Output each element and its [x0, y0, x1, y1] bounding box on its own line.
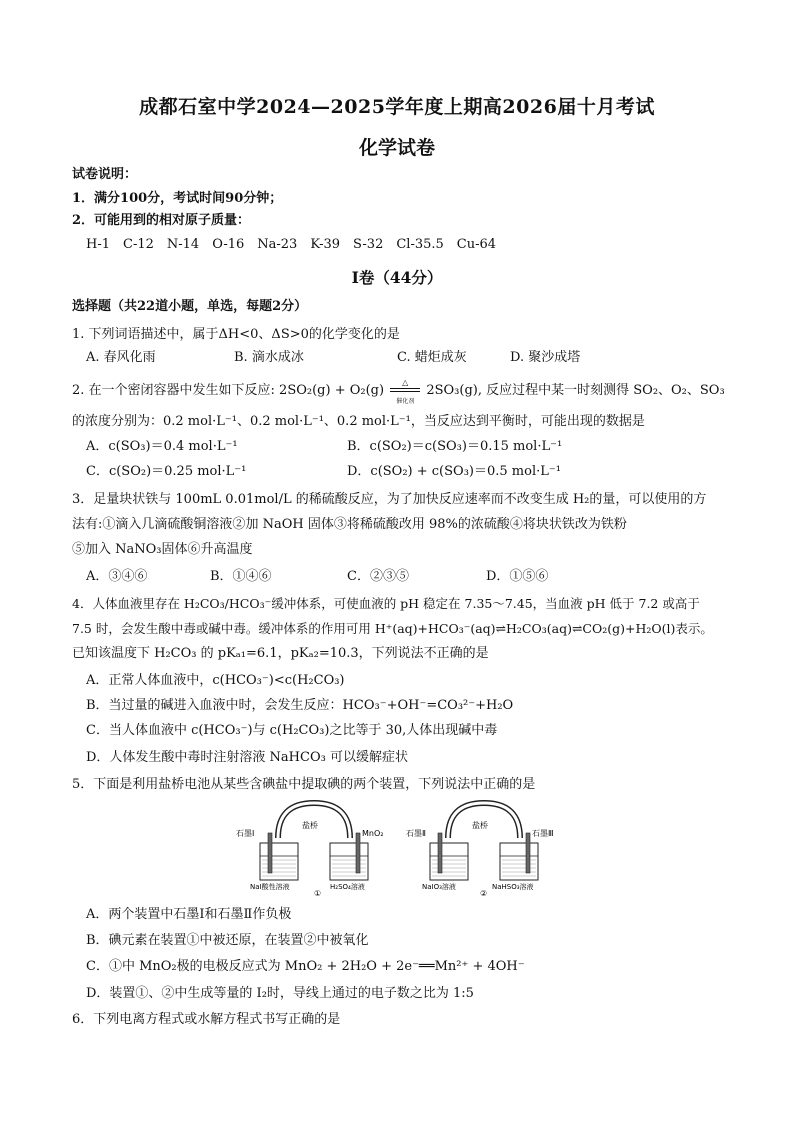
q3-option-d: D．①⑤⑥: [486, 569, 549, 584]
section-title: Ⅰ卷（44分）: [351, 268, 443, 287]
salt-bridge-cells-diagram: [234, 798, 564, 896]
label-graphite-3: 石墨Ⅲ: [532, 829, 554, 838]
beaker-2-left: [430, 843, 468, 880]
q2-stem-post: 2SO₃(g), 反应过程中某一时刻测得 SO₂、O₂、SO₃: [426, 383, 725, 398]
q3-stem-line1: 3．足量块状铁与 100mL 0.01mol/L 的稀硫酸反应，为了加快反应速率而不改变生成 H₂的量，可以使用的方: [72, 492, 707, 507]
beaker-1-right: [330, 843, 368, 880]
q5-option-a: A．两个装置中石墨Ⅰ和石墨Ⅱ作负极: [86, 907, 292, 922]
q2-option-c: C．c(SO₂)＝0.25 mol·L⁻¹: [86, 464, 247, 479]
choice-heading: 选择题（共22道小题，单选，每题2分）: [72, 299, 308, 314]
q1-option-d: D. 聚沙成塔: [510, 350, 581, 365]
device-1-number: ①: [314, 889, 322, 896]
q5-stem: 5．下面是利用盐桥电池从某些含碘盐中提取碘的两个装置，下列说法中正确的是: [72, 777, 536, 792]
q5-option-b: B．碘元素在装置①中被还原，在装置②中被氧化: [86, 933, 369, 948]
label-h2so4-solution: H₂SO₄溶液: [330, 883, 365, 891]
exam-title: 成都石室中学2024—2025学年度上期高2026届十月考试: [139, 96, 655, 118]
q1-option-b: B. 滴水成冰: [234, 350, 304, 365]
q1-option-c: C. 蜡炬成灰: [397, 350, 467, 365]
q4-option-a: A．正常人体血液中，c(HCO₃⁻)<c(H₂CO₃): [86, 673, 345, 688]
q4-stem-line2: 7.5 时，会发生酸中毒或碱中毒。缓冲体系的作用可用 H⁺(aq)+HCO₃⁻(aq)⇌H₂CO₃(aq)⇌CO₂(g)+H₂O(l)表示。: [72, 621, 713, 636]
q5-option-c: C．①中 MnO₂极的电极反应式为 MnO₂ + 2H₂O + 2e⁻══Mn²⁺ + 4OH⁻: [86, 959, 525, 974]
electrode-graphite-2: [438, 833, 442, 873]
beaker-1-left: [260, 843, 298, 880]
q4-option-c: C．当人体血液中 c(HCO₃⁻)与 c(H₂CO₃)之比等于 30,人体出现碱中毒: [86, 723, 498, 738]
q3-option-c: C．②③⑤: [347, 569, 409, 584]
label-nai-solution: NaI酸性溶液: [250, 883, 290, 891]
q4-option-d: D．人体发生酸中毒时注射溶液 NaHCO₃ 可以缓解症状: [86, 750, 408, 765]
q4-stem-line3: 已知该温度下 H₂CO₃ 的 pKₐ₁=6.1，pKₐ₂=10.3，下列说法不正确的是: [72, 646, 489, 661]
method-2-marker: ②: [232, 517, 246, 532]
q2-option-a: A．c(SO₃)＝0.4 mol·L⁻¹: [86, 439, 238, 454]
label-salt-bridge-1: 盐桥: [302, 821, 318, 830]
q3-stem-line3: ⑤加入 NaNO₃固体⑥升高温度: [72, 542, 253, 557]
q2-stem-line1: [72, 378, 725, 405]
q1-stem: 1. 下列词语描述中，属于ΔH<0、ΔS>0的化学变化的是: [72, 327, 400, 342]
method-3-marker: ③: [333, 517, 347, 532]
catalyst-label: 催化剂: [396, 398, 415, 405]
electrode-mno2: [356, 833, 360, 873]
electrode-graphite-3: [526, 833, 530, 873]
label-naio3-solution: NaIO₃溶液: [422, 883, 456, 891]
method-4-marker: ④: [509, 517, 523, 532]
label-graphite-1: 石墨Ⅰ: [236, 829, 255, 838]
q6-stem: 6．下列电离方程式或水解方程式书写正确的是: [72, 1012, 341, 1027]
label-nahso3-solution: NaHSO₃溶液: [492, 883, 534, 891]
atomic-masses: H-1 C-12 N-14 O-16 Na-23 K-39 S-32 Cl-35.5 Cu-64: [86, 237, 497, 252]
q3-stem-line2: 法有:①滴入几滴硫酸铜溶液②加 NaOH 固体③将稀硫酸改用 98%的浓硫酸④将块状铁改为铁粉: [72, 517, 627, 532]
q2-stem-pre: 2. 在一个密闭容器中发生如下反应: 2SO₂(g) + O₂(g): [72, 383, 385, 398]
beaker-2-right: [500, 843, 538, 880]
label-mno2: MnO₂: [362, 829, 384, 838]
q4-stem-line1: 4．人体血液里存在 H₂CO₃/HCO₃⁻缓冲体系，可使血液的 pH 稳定在 7.35～7.45，当血液 pH 低于 7.2 或高于: [72, 596, 700, 611]
instruction-item-1: 1．满分100分，考试时间90分钟；: [72, 191, 283, 206]
q3-option-a: A．③④⑥: [86, 569, 148, 584]
instruction-item-2: 2．可能用到的相对原子质量：: [72, 213, 251, 228]
electrode-graphite-1: [268, 833, 272, 873]
reversible-arrow: [388, 378, 422, 405]
method-6-marker: ⑥: [187, 542, 201, 557]
heat-symbol: △: [402, 378, 409, 387]
exam-subject: 化学试卷: [358, 137, 435, 159]
q2-option-b: B．c(SO₂)＝c(SO₃)＝0.15 mol·L⁻¹: [347, 439, 563, 454]
method-1-marker: ①: [102, 517, 116, 532]
label-graphite-2: 石墨Ⅱ: [406, 829, 426, 838]
label-salt-bridge-2: 盐桥: [472, 821, 488, 830]
q2-option-d: D．c(SO₂) + c(SO₃)＝0.5 mol·L⁻¹: [347, 464, 561, 479]
instructions-heading: 试卷说明：: [72, 167, 138, 182]
q5-option-d: D．装置①、②中生成等量的 I₂时，导线上通过的电子数之比为 1:5: [86, 986, 474, 1001]
method-5-marker: ⑤: [72, 542, 86, 557]
q3-option-b: B．①④⑥: [210, 569, 272, 584]
q4-option-b: B．当过量的碱进入血液中时，会发生反应：HCO₃⁻+OH⁻=CO₃²⁻+H₂O: [86, 698, 514, 713]
q1-option-a: A. 春风化雨: [86, 350, 156, 365]
device-2: [406, 803, 554, 896]
q2-stem-line2: 的浓度分别为：0.2 mol·L⁻¹、0.2 mol·L⁻¹、0.2 mol·L⁻¹，当反应达到平衡时，可能出现的数据是: [72, 414, 645, 429]
device-1: [236, 803, 383, 896]
device-2-number: ②: [480, 889, 488, 896]
